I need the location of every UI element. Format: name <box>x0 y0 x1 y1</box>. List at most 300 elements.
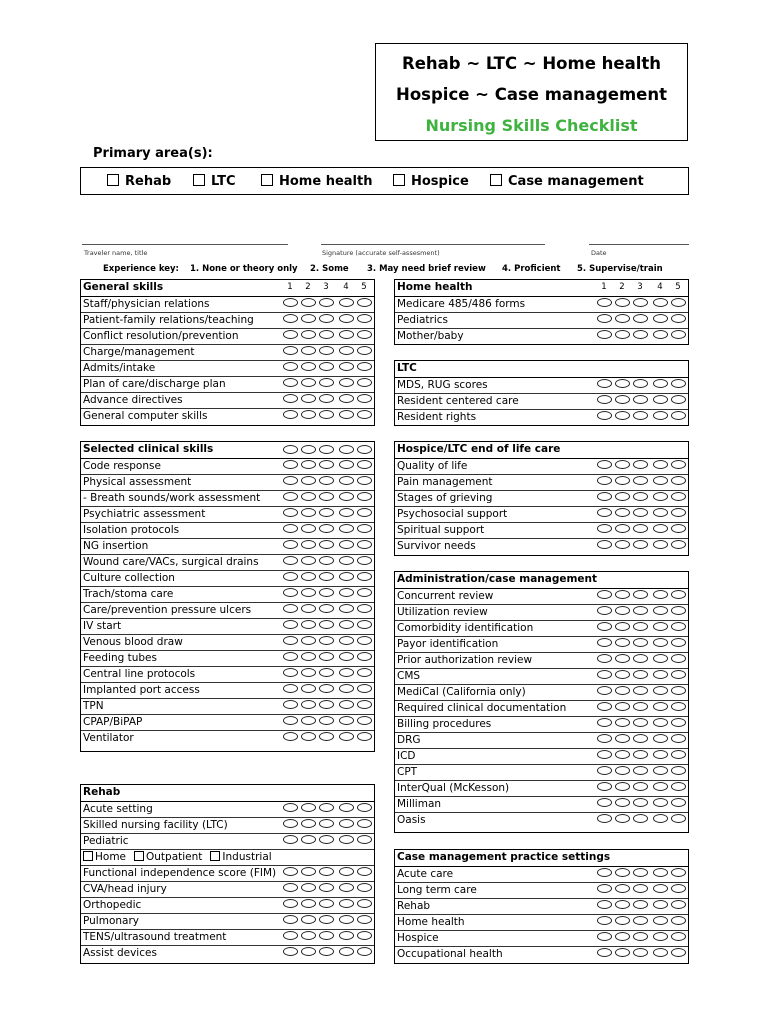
rating-option-4[interactable] <box>653 900 668 909</box>
rating-option-5[interactable] <box>671 750 686 759</box>
rating-option-3[interactable] <box>633 654 648 663</box>
rating-option-3[interactable] <box>319 835 334 844</box>
rating-option-5[interactable] <box>671 782 686 791</box>
rating-option-3[interactable] <box>319 362 334 371</box>
rating-option-4[interactable] <box>653 686 668 695</box>
rating-option-3[interactable] <box>633 782 648 791</box>
rating-option-1[interactable] <box>283 931 298 940</box>
rating-option-2[interactable] <box>615 884 630 893</box>
rating-option-3[interactable] <box>319 572 334 581</box>
rating-option-3[interactable] <box>633 298 648 307</box>
rating-option-2[interactable] <box>301 899 316 908</box>
checkbox-icon[interactable] <box>107 174 119 186</box>
rating-option-2[interactable] <box>615 932 630 941</box>
rating-option-2[interactable] <box>615 298 630 307</box>
rating-option-2[interactable] <box>615 702 630 711</box>
rating-option-2[interactable] <box>301 947 316 956</box>
rating-option-4[interactable] <box>339 330 354 339</box>
rating-option-1[interactable] <box>597 798 612 807</box>
rating-option-3[interactable] <box>319 298 334 307</box>
rating-option-1[interactable] <box>283 556 298 565</box>
rating-option-1[interactable] <box>283 476 298 485</box>
rating-option-1[interactable] <box>283 700 298 709</box>
rating-option-2[interactable] <box>301 684 316 693</box>
rating-option-2[interactable] <box>615 379 630 388</box>
rating-option-1[interactable] <box>597 330 612 339</box>
rating-option-1[interactable] <box>597 395 612 404</box>
rating-option-2[interactable] <box>615 540 630 549</box>
rating-option-1[interactable] <box>283 314 298 323</box>
rating-option-4[interactable] <box>339 684 354 693</box>
rating-option-2[interactable] <box>615 948 630 957</box>
rating-option-2[interactable] <box>301 508 316 517</box>
rating-option-5[interactable] <box>357 819 372 828</box>
rating-option-4[interactable] <box>339 883 354 892</box>
rating-option-3[interactable] <box>633 524 648 533</box>
rating-option-3[interactable] <box>633 314 648 323</box>
rating-option-2[interactable] <box>301 700 316 709</box>
rating-option-1[interactable] <box>283 636 298 645</box>
rating-option-4[interactable] <box>653 884 668 893</box>
rating-option-5[interactable] <box>671 492 686 501</box>
rating-option-2[interactable] <box>301 636 316 645</box>
rating-option-5[interactable] <box>671 606 686 615</box>
rating-option-3[interactable] <box>319 410 334 419</box>
checkbox-icon[interactable] <box>393 174 405 186</box>
rating-option-5[interactable] <box>357 330 372 339</box>
rating-option-4[interactable] <box>653 654 668 663</box>
rating-option-5[interactable] <box>671 314 686 323</box>
rating-option-4[interactable] <box>339 556 354 565</box>
rating-option-2[interactable] <box>301 588 316 597</box>
rating-option-2[interactable] <box>301 378 316 387</box>
rating-option-1[interactable] <box>597 868 612 877</box>
rating-option-3[interactable] <box>633 411 648 420</box>
rating-option-1[interactable] <box>283 410 298 419</box>
rating-option-1[interactable] <box>283 668 298 677</box>
rating-option-4[interactable] <box>339 668 354 677</box>
rating-option-4[interactable] <box>339 362 354 371</box>
rating-option-2[interactable] <box>301 572 316 581</box>
rating-option-5[interactable] <box>357 867 372 876</box>
rating-option-5[interactable] <box>357 652 372 661</box>
rating-option-3[interactable] <box>319 492 334 501</box>
rating-option-5[interactable] <box>671 702 686 711</box>
rehab-setting-outpatient[interactable] <box>134 851 202 863</box>
rating-option-1[interactable] <box>283 947 298 956</box>
rating-option-5[interactable] <box>671 932 686 941</box>
rating-option-4[interactable] <box>653 734 668 743</box>
rating-option-2[interactable] <box>301 314 316 323</box>
rating-option-3[interactable] <box>319 476 334 485</box>
rating-option-3[interactable] <box>633 948 648 957</box>
rating-option-5[interactable] <box>357 540 372 549</box>
rating-option-3[interactable] <box>633 460 648 469</box>
rating-option-5[interactable] <box>357 899 372 908</box>
rating-option-5[interactable] <box>357 508 372 517</box>
rating-option-1[interactable] <box>283 524 298 533</box>
area-option-ltc[interactable]: LTC <box>193 174 236 189</box>
rating-option-4[interactable] <box>339 492 354 501</box>
rating-option-2[interactable] <box>301 330 316 339</box>
rating-option-4[interactable] <box>653 492 668 501</box>
rating-option-2[interactable] <box>301 716 316 725</box>
rating-option-3[interactable] <box>319 732 334 741</box>
rating-option-4[interactable] <box>653 314 668 323</box>
rating-option-3[interactable] <box>633 379 648 388</box>
rating-option-4[interactable] <box>339 508 354 517</box>
rating-option-2[interactable] <box>615 900 630 909</box>
rating-option-2[interactable] <box>615 654 630 663</box>
rating-option-1[interactable] <box>597 900 612 909</box>
rating-option-5[interactable] <box>357 947 372 956</box>
rating-option-5[interactable] <box>671 476 686 485</box>
rating-option-2[interactable] <box>301 604 316 613</box>
rating-option-2[interactable] <box>615 622 630 631</box>
rating-option-1[interactable] <box>597 932 612 941</box>
rating-option-1[interactable] <box>283 803 298 812</box>
rating-option-1[interactable] <box>283 684 298 693</box>
rating-option-4[interactable] <box>653 814 668 823</box>
rating-option-2[interactable] <box>301 460 316 469</box>
rating-option-2[interactable] <box>301 298 316 307</box>
rating-option-5[interactable] <box>357 604 372 613</box>
rating-option-4[interactable] <box>653 524 668 533</box>
rating-option-3[interactable] <box>319 883 334 892</box>
rating-option-1[interactable] <box>597 606 612 615</box>
rating-option-5[interactable] <box>357 803 372 812</box>
rating-option-3[interactable] <box>633 686 648 695</box>
rating-option-5[interactable] <box>357 668 372 677</box>
rating-option-3[interactable] <box>319 947 334 956</box>
rating-option-3[interactable] <box>633 330 648 339</box>
rating-option-1[interactable] <box>283 378 298 387</box>
rating-option-1[interactable] <box>283 899 298 908</box>
rating-option-2[interactable] <box>301 819 316 828</box>
rating-option-3[interactable] <box>319 684 334 693</box>
rating-option-5[interactable] <box>357 346 372 355</box>
rating-option-5[interactable] <box>671 379 686 388</box>
area-option-hospice[interactable]: Hospice <box>393 174 469 189</box>
rating-option-5[interactable] <box>671 670 686 679</box>
rating-option-5[interactable] <box>671 948 686 957</box>
rating-option-5[interactable] <box>357 931 372 940</box>
rating-option-3[interactable] <box>633 916 648 925</box>
rating-option-4[interactable] <box>653 606 668 615</box>
rating-option-4[interactable] <box>339 803 354 812</box>
rating-option-2[interactable] <box>615 750 630 759</box>
rating-option-3[interactable] <box>319 915 334 924</box>
rating-option-3[interactable] <box>319 867 334 876</box>
rating-option-1[interactable] <box>597 638 612 647</box>
rating-option-1[interactable] <box>597 590 612 599</box>
rating-option-3[interactable] <box>319 508 334 517</box>
rating-option-4[interactable] <box>653 395 668 404</box>
rating-option-1[interactable] <box>283 298 298 307</box>
rating-option-2[interactable] <box>615 330 630 339</box>
area-option-rehab[interactable]: Rehab <box>107 174 171 189</box>
rating-option-4[interactable] <box>339 700 354 709</box>
rating-option-3[interactable] <box>633 590 648 599</box>
rating-option-4[interactable] <box>653 782 668 791</box>
rating-option-2[interactable] <box>301 620 316 629</box>
rating-option-4[interactable] <box>339 947 354 956</box>
rating-option-4[interactable] <box>653 868 668 877</box>
rating-option-3[interactable] <box>319 636 334 645</box>
rating-option-1[interactable] <box>597 460 612 469</box>
rating-option-2[interactable] <box>301 540 316 549</box>
rating-option-1[interactable] <box>597 782 612 791</box>
rating-option-5[interactable] <box>357 684 372 693</box>
rating-option-3[interactable] <box>319 899 334 908</box>
rating-option-3[interactable] <box>319 540 334 549</box>
rating-option-3[interactable] <box>633 798 648 807</box>
rating-option-3[interactable] <box>633 932 648 941</box>
rating-option-4[interactable] <box>339 835 354 844</box>
rating-option-2[interactable] <box>615 590 630 599</box>
rating-option-3[interactable] <box>319 378 334 387</box>
rating-option-4[interactable] <box>339 867 354 876</box>
rating-option-4[interactable] <box>339 524 354 533</box>
rating-option-3[interactable] <box>319 460 334 469</box>
rating-option-1[interactable] <box>283 330 298 339</box>
rating-option-4[interactable] <box>653 476 668 485</box>
rating-option-2[interactable] <box>301 362 316 371</box>
rating-option-1[interactable] <box>597 702 612 711</box>
rating-option-4[interactable] <box>653 916 668 925</box>
checkbox-icon[interactable] <box>210 851 220 861</box>
rating-option-4[interactable] <box>339 899 354 908</box>
rating-option-1[interactable] <box>597 718 612 727</box>
rating-option-5[interactable] <box>357 460 372 469</box>
rating-option-5[interactable] <box>357 620 372 629</box>
rating-option-1[interactable] <box>597 314 612 323</box>
rating-option-2[interactable] <box>301 931 316 940</box>
rating-option-1[interactable] <box>597 734 612 743</box>
rating-option-2[interactable] <box>615 492 630 501</box>
rating-option-2[interactable] <box>301 524 316 533</box>
rating-option-4[interactable] <box>653 948 668 957</box>
rating-option-3[interactable] <box>633 718 648 727</box>
rating-option-4[interactable] <box>653 298 668 307</box>
rating-option-1[interactable] <box>597 884 612 893</box>
rating-option-1[interactable] <box>597 508 612 517</box>
rating-option-5[interactable] <box>357 636 372 645</box>
rating-option-1[interactable] <box>283 508 298 517</box>
rating-option-5[interactable] <box>357 883 372 892</box>
rating-option-3[interactable] <box>633 540 648 549</box>
rating-option-2[interactable] <box>615 766 630 775</box>
rating-option-1[interactable] <box>283 716 298 725</box>
rating-option-2[interactable] <box>615 782 630 791</box>
rating-option-5[interactable] <box>357 700 372 709</box>
rating-option-1[interactable] <box>283 492 298 501</box>
rating-option-1[interactable] <box>283 867 298 876</box>
rating-option-2[interactable] <box>615 411 630 420</box>
rating-option-2[interactable] <box>615 314 630 323</box>
rating-option-2[interactable] <box>301 732 316 741</box>
rating-option-5[interactable] <box>671 540 686 549</box>
rating-option-5[interactable] <box>357 314 372 323</box>
rating-option-2[interactable] <box>301 410 316 419</box>
rating-option-3[interactable] <box>633 814 648 823</box>
rating-option-1[interactable] <box>283 572 298 581</box>
rating-option-1[interactable] <box>283 460 298 469</box>
rating-option-1[interactable] <box>283 346 298 355</box>
checkbox-icon[interactable] <box>83 851 93 861</box>
rating-option-5[interactable] <box>671 884 686 893</box>
rating-option-2[interactable] <box>615 460 630 469</box>
rating-option-4[interactable] <box>653 411 668 420</box>
rating-option-4[interactable] <box>653 932 668 941</box>
rating-option-4[interactable] <box>339 572 354 581</box>
rating-option-5[interactable] <box>671 395 686 404</box>
rating-option-4[interactable] <box>339 540 354 549</box>
rating-option-3[interactable] <box>633 606 648 615</box>
rating-option-3[interactable] <box>319 700 334 709</box>
rating-option-1[interactable] <box>597 814 612 823</box>
rating-option-3[interactable] <box>319 652 334 661</box>
rating-option-2[interactable] <box>615 638 630 647</box>
rating-option-3[interactable] <box>633 702 648 711</box>
checkbox-icon[interactable] <box>261 174 273 186</box>
rating-option-2[interactable] <box>301 346 316 355</box>
rating-option-5[interactable] <box>671 766 686 775</box>
rating-option-3[interactable] <box>319 931 334 940</box>
rating-option-3[interactable] <box>633 766 648 775</box>
rating-option-4[interactable] <box>339 716 354 725</box>
rating-option-2[interactable] <box>301 867 316 876</box>
rating-option-3[interactable] <box>319 556 334 565</box>
rehab-setting-home[interactable] <box>83 851 126 863</box>
rating-option-4[interactable] <box>653 798 668 807</box>
rating-option-5[interactable] <box>671 916 686 925</box>
rating-option-2[interactable] <box>615 868 630 877</box>
rating-option-4[interactable] <box>653 330 668 339</box>
rating-option-3[interactable] <box>633 638 648 647</box>
rating-option-3[interactable] <box>319 524 334 533</box>
rating-option-1[interactable] <box>283 540 298 549</box>
rating-option-2[interactable] <box>301 835 316 844</box>
rating-option-5[interactable] <box>671 298 686 307</box>
rating-option-1[interactable] <box>597 298 612 307</box>
rating-option-2[interactable] <box>615 686 630 695</box>
rating-option-4[interactable] <box>653 590 668 599</box>
rating-option-3[interactable] <box>319 314 334 323</box>
traveler-name-line[interactable] <box>82 244 288 245</box>
rating-option-1[interactable] <box>597 766 612 775</box>
rating-option-4[interactable] <box>653 702 668 711</box>
rating-option-5[interactable] <box>671 638 686 647</box>
rating-option-3[interactable] <box>319 394 334 403</box>
rating-option-1[interactable] <box>283 835 298 844</box>
rating-option-5[interactable] <box>357 915 372 924</box>
rating-option-4[interactable] <box>339 378 354 387</box>
rating-option-1[interactable] <box>597 916 612 925</box>
rating-option-5[interactable] <box>671 330 686 339</box>
rating-option-1[interactable] <box>283 588 298 597</box>
rating-option-3[interactable] <box>633 622 648 631</box>
rating-option-4[interactable] <box>339 915 354 924</box>
rating-option-3[interactable] <box>319 588 334 597</box>
rating-option-1[interactable] <box>283 652 298 661</box>
rating-option-3[interactable] <box>633 508 648 517</box>
rating-option-1[interactable] <box>597 411 612 420</box>
rating-option-1[interactable] <box>283 445 298 454</box>
rating-option-5[interactable] <box>671 868 686 877</box>
rating-option-4[interactable] <box>339 476 354 485</box>
date-line[interactable] <box>589 244 689 245</box>
rating-option-3[interactable] <box>633 395 648 404</box>
rating-option-2[interactable] <box>615 395 630 404</box>
rating-option-3[interactable] <box>319 716 334 725</box>
rating-option-5[interactable] <box>357 378 372 387</box>
rating-option-5[interactable] <box>671 814 686 823</box>
rating-option-1[interactable] <box>597 492 612 501</box>
rating-option-1[interactable] <box>283 883 298 892</box>
rating-option-5[interactable] <box>671 718 686 727</box>
rating-option-3[interactable] <box>633 750 648 759</box>
rating-option-4[interactable] <box>653 508 668 517</box>
rating-option-5[interactable] <box>357 732 372 741</box>
rating-option-1[interactable] <box>283 362 298 371</box>
rating-option-1[interactable] <box>597 540 612 549</box>
rating-option-1[interactable] <box>597 622 612 631</box>
rating-option-1[interactable] <box>597 686 612 695</box>
rating-option-3[interactable] <box>633 734 648 743</box>
rating-option-3[interactable] <box>319 819 334 828</box>
rating-option-3[interactable] <box>633 476 648 485</box>
rating-option-5[interactable] <box>671 654 686 663</box>
rating-option-1[interactable] <box>597 524 612 533</box>
rating-option-3[interactable] <box>633 492 648 501</box>
rating-option-4[interactable] <box>339 460 354 469</box>
rating-option-5[interactable] <box>671 411 686 420</box>
rating-option-1[interactable] <box>597 750 612 759</box>
rating-option-3[interactable] <box>633 868 648 877</box>
rating-option-2[interactable] <box>615 798 630 807</box>
rating-option-4[interactable] <box>339 394 354 403</box>
rating-option-1[interactable] <box>597 476 612 485</box>
rating-option-5[interactable] <box>357 716 372 725</box>
rating-option-2[interactable] <box>301 556 316 565</box>
rating-option-4[interactable] <box>653 460 668 469</box>
rating-option-5[interactable] <box>357 445 372 454</box>
rating-option-5[interactable] <box>357 394 372 403</box>
rating-option-1[interactable] <box>283 915 298 924</box>
rating-option-5[interactable] <box>671 798 686 807</box>
rating-option-4[interactable] <box>653 622 668 631</box>
rating-option-4[interactable] <box>339 931 354 940</box>
rating-option-4[interactable] <box>339 410 354 419</box>
rating-option-5[interactable] <box>357 588 372 597</box>
rating-option-3[interactable] <box>633 900 648 909</box>
rating-option-1[interactable] <box>283 394 298 403</box>
area-option-home-health[interactable]: Home health <box>261 174 372 189</box>
rating-option-5[interactable] <box>357 476 372 485</box>
rating-option-2[interactable] <box>615 916 630 925</box>
rating-option-5[interactable] <box>671 900 686 909</box>
rating-option-2[interactable] <box>615 734 630 743</box>
rating-option-4[interactable] <box>653 750 668 759</box>
rating-option-4[interactable] <box>339 819 354 828</box>
rating-option-2[interactable] <box>301 445 316 454</box>
rating-option-5[interactable] <box>357 572 372 581</box>
rating-option-3[interactable] <box>319 445 334 454</box>
rating-option-5[interactable] <box>671 590 686 599</box>
rating-option-1[interactable] <box>283 732 298 741</box>
rating-option-3[interactable] <box>319 346 334 355</box>
